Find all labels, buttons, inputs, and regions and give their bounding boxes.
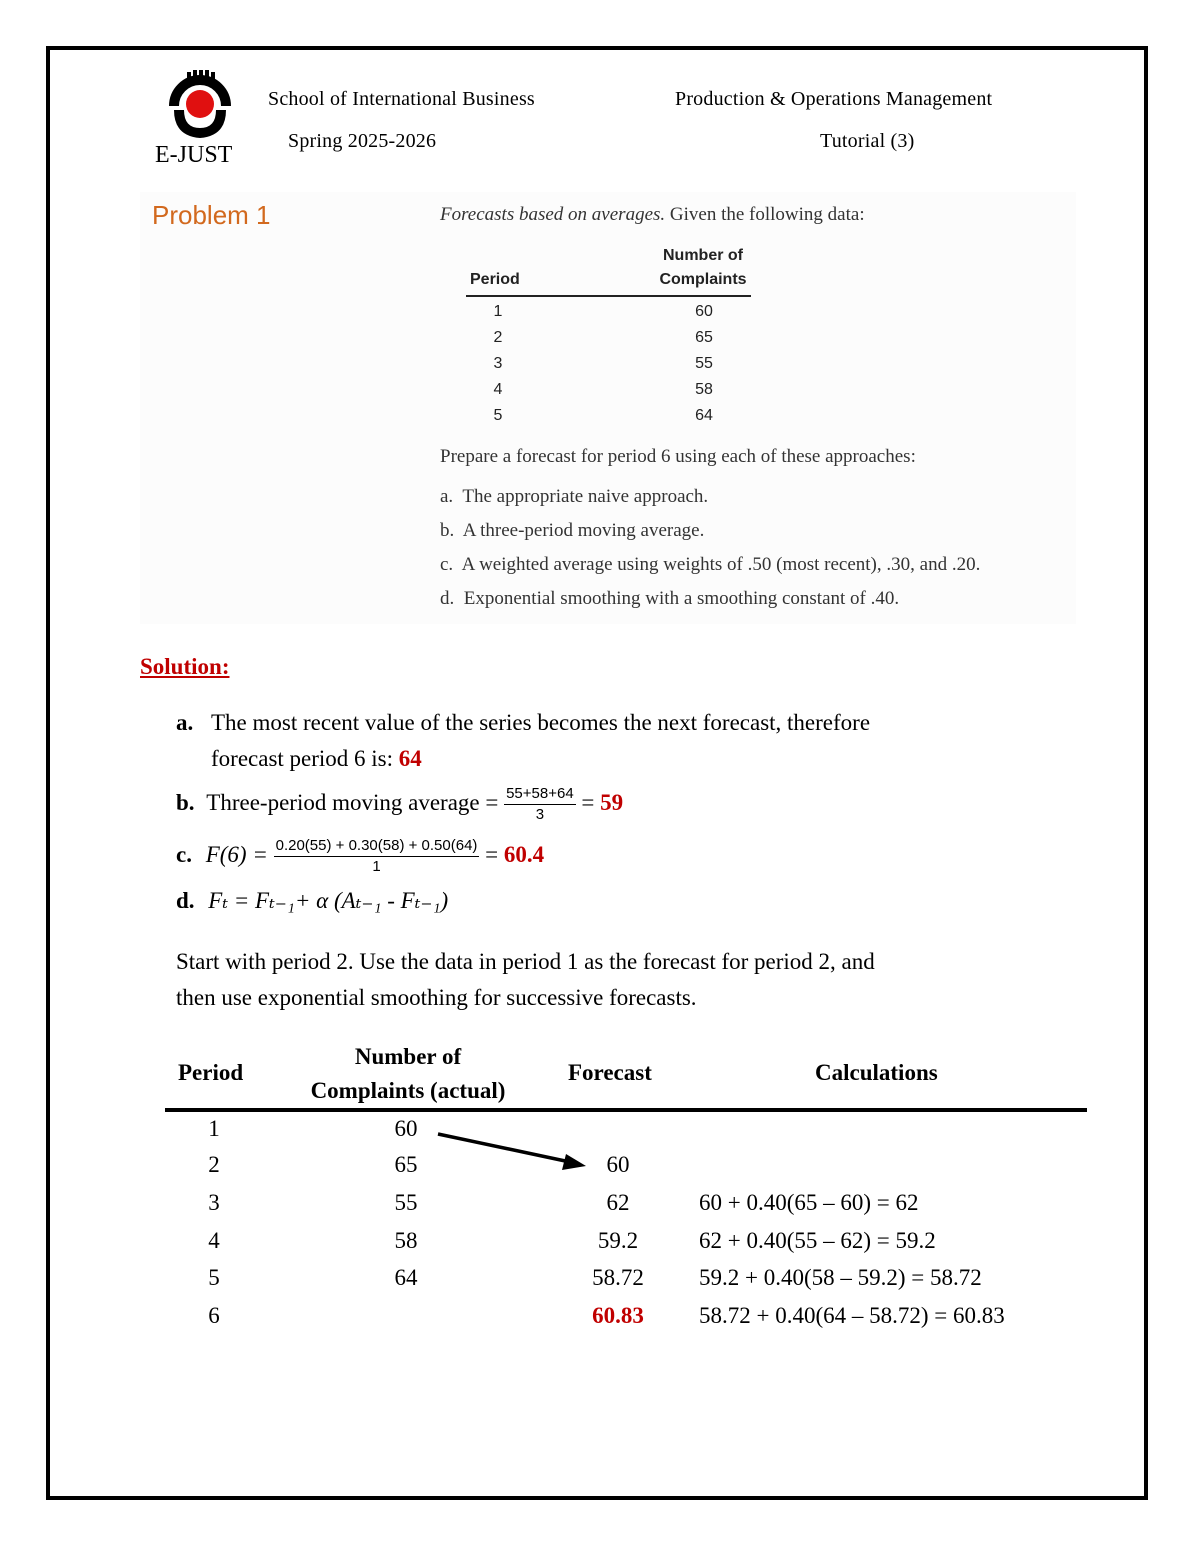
problem-intro [440, 204, 865, 226]
period-cell: 2 [493, 329, 503, 346]
solution-d-formula: Fₜ = Fₜ₋₁+ α (Aₜ₋₁ - Fₜ₋₁) [208, 888, 449, 913]
complaints-cell: 60 [695, 303, 713, 320]
es-period-cell: 2 [208, 1152, 220, 1177]
course-name: Production & Operations Management [675, 88, 993, 110]
logo-emblem-icon [160, 66, 240, 146]
solution-a [176, 710, 871, 771]
solution-heading: Solution: [140, 654, 230, 679]
logo-text: E-JUST [155, 142, 233, 168]
es-header-calculations: Calculations [815, 1060, 938, 1085]
solution-note [176, 944, 875, 1016]
arrow-icon [430, 1124, 600, 1176]
complaints-cell: 64 [695, 407, 713, 424]
question-item [440, 520, 980, 554]
header-line: Complaints (actual) [310, 1078, 506, 1103]
complaints-cell: 55 [695, 355, 713, 372]
header-line: Number of [663, 247, 743, 264]
period-column [478, 299, 518, 429]
question-text: The appropriate naive approach. [462, 486, 709, 507]
es-period-cell: 1 [208, 1116, 220, 1141]
solution-b [176, 784, 623, 825]
table-divider [466, 295, 751, 297]
table-row [0, 1190, 1200, 1226]
es-forecast-cell: 58.72 [592, 1265, 644, 1290]
es-calc-cell: 60 + 0.40(65 – 60) = 62 [699, 1190, 919, 1215]
table-row [0, 1152, 1200, 1188]
table-row [0, 1265, 1200, 1301]
solution-b-text: Three-period moving average = [206, 789, 505, 815]
table-divider [165, 1108, 1087, 1112]
data-table-period-header: Period [470, 271, 520, 288]
fraction-denominator: 1 [372, 858, 381, 875]
school-name: School of International Business [268, 88, 535, 110]
table-row [0, 1116, 1200, 1152]
fraction-numerator: 55+58+64 [504, 784, 576, 805]
fraction-numerator: 0.20(55) + 0.30(58) + 0.50(64) [274, 836, 480, 857]
es-forecast-cell: 62 [606, 1190, 630, 1215]
es-calc-cell: 59.2 + 0.40(58 – 59.2) = 58.72 [699, 1265, 982, 1290]
es-calc-cell: 62 + 0.40(55 – 62) = 59.2 [699, 1228, 936, 1253]
es-actual-cell: 65 [394, 1152, 418, 1177]
period-cell: 4 [493, 381, 503, 398]
period-cell: 1 [493, 303, 503, 320]
solution-a-line1: The most recent value of the series becomes the next forecast, therefore [211, 710, 871, 735]
complaints-column [684, 299, 724, 429]
solution-c-fraction [274, 836, 480, 877]
solution-d [176, 888, 448, 914]
es-period-cell: 3 [208, 1190, 220, 1215]
question-item [440, 554, 980, 588]
es-actual-cell: 55 [394, 1190, 418, 1215]
es-actual-cell: 58 [394, 1228, 418, 1253]
table-row [0, 1228, 1200, 1264]
problem-intro-rest: Given the following data: [665, 204, 865, 225]
period-cell: 5 [493, 407, 503, 424]
period-cell: 3 [493, 355, 503, 372]
es-period-cell: 4 [208, 1228, 220, 1253]
es-header-period: Period [178, 1060, 244, 1085]
es-table [0, 1040, 1200, 1340]
question-text: Exponential smoothing with a smoothing constant of .40. [463, 588, 900, 609]
solution-note-line: Start with period 2. Use the data in period 1 as the forecast for period 2, and [176, 949, 875, 974]
header-line: Number of [354, 1044, 462, 1069]
es-forecast-answer: 60.83 [592, 1303, 644, 1328]
question-label: b. [440, 520, 455, 541]
question-text: A weighted average using weights of .50 (most recent), .30, and .20. [461, 554, 981, 575]
problem-prompt: Prepare a forecast for period 6 using each of these approaches: [440, 446, 916, 467]
equals-sign: = [479, 841, 504, 867]
term: Spring 2025-2026 [288, 130, 437, 152]
equals-sign: = [575, 789, 601, 815]
data-table [440, 244, 760, 429]
solution-a-answer: 64 [398, 746, 422, 771]
question-label: d. [440, 588, 455, 609]
solution-a-text: forecast period 6 is: [211, 746, 399, 771]
es-calc-cell: 58.72 + 0.40(64 – 58.72) = 60.83 [699, 1303, 1005, 1328]
complaints-cell: 58 [695, 381, 713, 398]
es-header-forecast: Forecast [568, 1060, 652, 1085]
question-label: a. [440, 486, 454, 507]
solution-note-line: then use exponential smoothing for successive forecasts. [176, 985, 697, 1010]
ejust-logo [155, 66, 240, 176]
problem-title: Problem 1 [152, 200, 271, 230]
es-actual-cell: 64 [394, 1265, 418, 1290]
solution-a-line2 [211, 746, 422, 772]
solution-d-label: d. [176, 888, 195, 913]
question-list [440, 486, 980, 622]
question-label: c. [440, 554, 454, 575]
header-line: Complaints [659, 271, 747, 288]
es-period-cell: 5 [208, 1265, 220, 1290]
solution-c-label: c. [176, 841, 192, 867]
fraction-denominator: 3 [535, 806, 545, 823]
problem-intro-italic: Forecasts based on averages. [440, 204, 666, 225]
es-forecast-cell: 59.2 [597, 1228, 639, 1253]
solution-c-answer: 60.4 [503, 841, 545, 867]
question-text: A three-period moving average. [462, 520, 705, 541]
es-header-actual [290, 1040, 526, 1108]
solution-b-label: b. [176, 789, 195, 815]
data-table-complaints-header [658, 244, 748, 292]
es-actual-cell: 60 [394, 1116, 418, 1141]
es-period-cell: 6 [208, 1303, 220, 1328]
table-row [0, 1303, 1200, 1339]
solution-b-fraction [504, 784, 576, 825]
es-forecast-cell: 60 [606, 1152, 630, 1177]
solution-b-answer: 59 [600, 789, 624, 815]
solution-c [176, 836, 544, 877]
solution-a-label: a. [176, 710, 194, 735]
solution-c-text: F(6) = [205, 841, 274, 867]
question-item [440, 588, 980, 622]
question-item [440, 486, 980, 520]
tutorial-number: Tutorial (3) [820, 130, 915, 152]
complaints-cell: 65 [695, 329, 713, 346]
